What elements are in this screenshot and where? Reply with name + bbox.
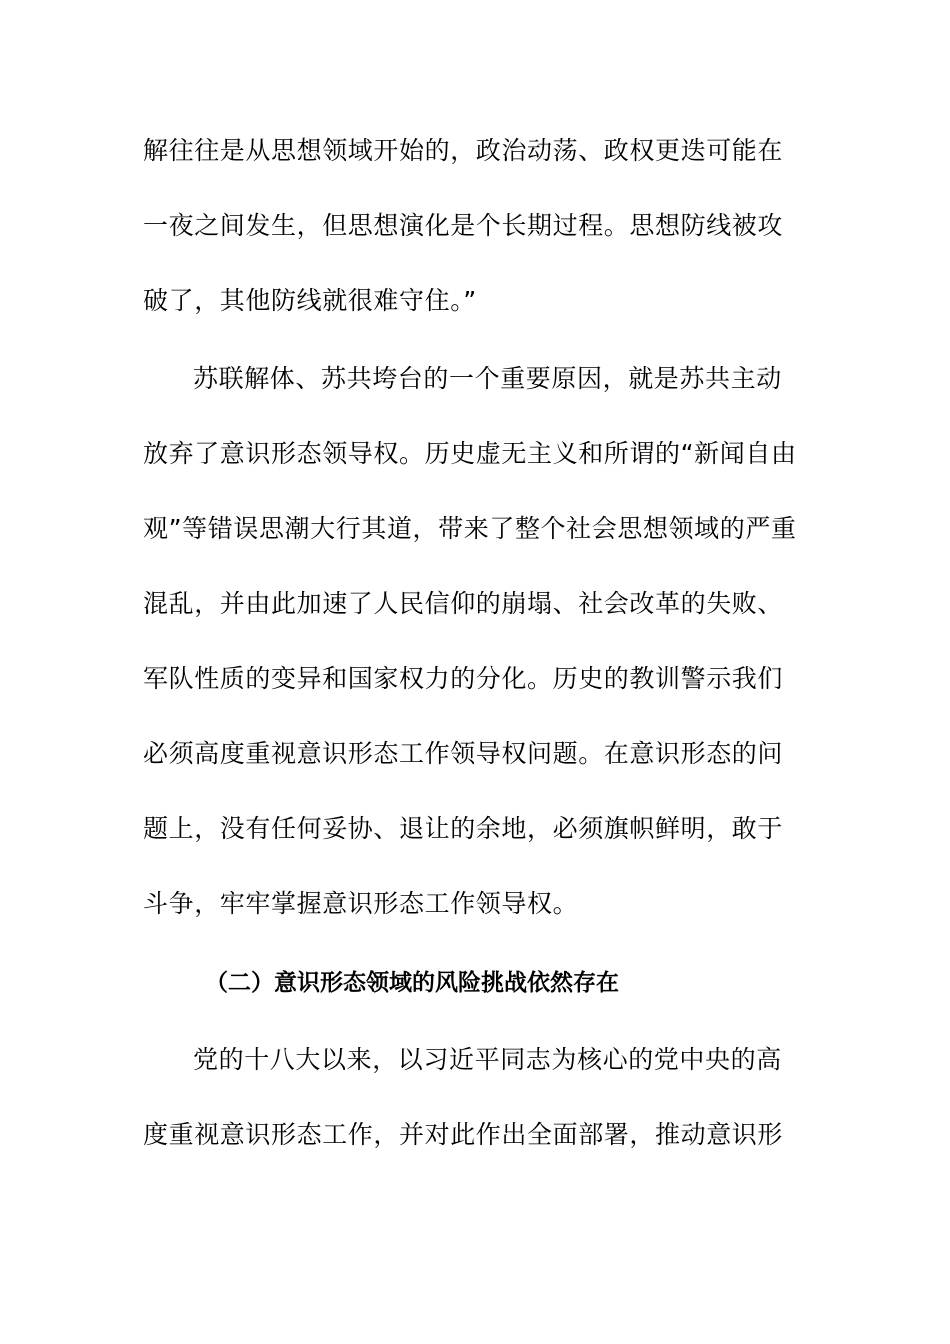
text-line: 观”等错误思潮大行其道，带来了整个社会思想领域的严重 <box>143 514 797 543</box>
text-line: 斗争，牢牢掌握意识形态工作领导权。 <box>143 889 579 918</box>
text-line: 苏联解体、苏共垮台的一个重要原因，就是苏共主动 <box>193 364 782 393</box>
text-line: 必须高度重视意识形态工作领导权问题。在意识形态的问 <box>143 739 784 768</box>
section-heading: （二）意识形态领域的风险挑战依然存在 <box>205 970 619 996</box>
text-line: 解往往是从思想领域开始的，政治动荡、政权更迭可能在 <box>143 136 784 165</box>
text-line: 度重视意识形态工作，并对此作出全面部署，推动意识形 <box>143 1120 784 1149</box>
text-line: 放弃了意识形态领导权。历史虚无主义和所谓的“新闻自由 <box>143 439 797 468</box>
text-line: 党的十八大以来，以习近平同志为核心的党中央的高 <box>193 1045 782 1074</box>
text-line: 混乱，并由此加速了人民信仰的崩塌、社会改革的失败、 <box>143 589 784 618</box>
text-line: 题上，没有任何妥协、退让的余地，必须旗帜鲜明，敢于 <box>143 814 784 843</box>
text-line: 一夜之间发生，但思想演化是个长期过程。思想防线被攻 <box>143 211 784 240</box>
text-line: 军队性质的变异和国家权力的分化。历史的教训警示我们 <box>143 664 784 693</box>
text-line: 破了，其他防线就很难守住。” <box>143 286 477 315</box>
